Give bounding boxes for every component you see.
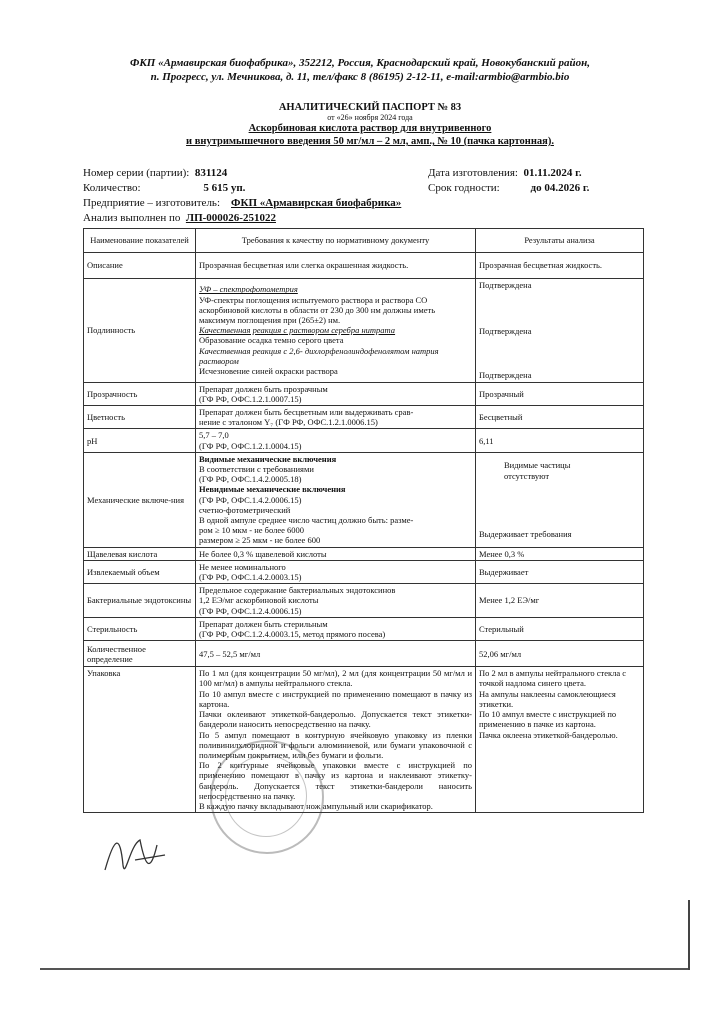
quantity-row [83, 181, 245, 195]
result-invisible: Выдерживает требования [479, 528, 572, 539]
batch-row [83, 166, 227, 180]
header-indicator: Наименование показателей [84, 229, 196, 253]
manufacturer-label: Предприятие – изготовитель: [83, 197, 221, 209]
expiry-value: до 04.2026 г. [530, 182, 590, 194]
indicator-name: Механические включе-ния [84, 452, 196, 547]
packaging-paragraph: По 10 ампул вместе с инструкцией по применению помещают в пачку из картона. [199, 688, 472, 709]
indicator-name: Щавелевая кислота [84, 547, 196, 560]
header-address-line-2: п. Прогресс, ул. Мечникова, д. 11, тел/факс 8 (86195) 2-12-11, e-mail:armbio@armbio.bio [150, 71, 570, 83]
requirement-cell [196, 584, 476, 618]
invisible-inclusions-title: Невидимые механические включения [199, 484, 346, 495]
requirement-ref: (ГФ РФ, ОФС.1.2.4.0006.15) [199, 605, 302, 616]
result-cell [476, 667, 644, 813]
result-cell: Прозрачная бесцветная жидкость. [476, 253, 644, 279]
result-cell: Стерильный [476, 617, 644, 640]
packaging-paragraph: В каждую пачку вкладывают нож ампульный или скарификатор. [199, 800, 433, 811]
requirement-cell [196, 382, 476, 405]
manufacturer-row [83, 196, 401, 210]
requirement-ref: (ГФ РФ, ОФС.1.2.4.0003.15, метод прямого посева) [199, 629, 386, 640]
manufacturer-value: ФКП «Армавирская биофабрика» [231, 197, 402, 209]
indicator-name: Количественное определение [84, 641, 196, 667]
packaging-result: По 2 мл в ампулы нейтрального стекла с точкой надлома синего цвета. [479, 668, 627, 689]
requirement-ref: (ГФ РФ, ОФС.1.4.2.0003.15) [199, 572, 302, 583]
requirement-cell [196, 279, 476, 383]
requirement-cell [196, 406, 476, 429]
table-row [84, 382, 644, 405]
product-name-line-2: и внутримышечного введения 50 мг/мл – 2 мл, амп., № 10 (пачка картонная). [186, 136, 554, 147]
indicator-name: Подлинность [84, 279, 196, 383]
requirement-ref: нение с эталоном Y₇ (ГФ РФ, ОФС.1.2.1.0006.15) [199, 417, 378, 428]
requirement-line: счетно-фотометрический [199, 504, 291, 515]
indicator-name: Извлекаемый объем [84, 560, 196, 583]
requirement-ref: (ГФ РФ, ОФС.1.2.1.0007.15) [199, 393, 302, 404]
indicator-name: Стерильность [84, 617, 196, 640]
requirement-ref: (ГФ РФ, ОФС.1.4.2.0005.18) [199, 474, 302, 485]
analysis-value: ЛП-000026-251022 [185, 212, 276, 224]
indicator-name: Бактериальные эндотоксины [84, 584, 196, 618]
indicator-name: Упаковка [84, 667, 196, 813]
table-row [84, 641, 644, 667]
quantity-value: 5 615 уп. [203, 182, 246, 194]
method-dcpip-text: Исчезновение синей окраски раствора [199, 366, 338, 377]
expiry-row [428, 181, 589, 195]
page-title [90, 102, 650, 148]
table-row [84, 667, 644, 813]
result-dcpip: Подтверждена [479, 370, 532, 381]
requirement-cell [196, 617, 476, 640]
requirement-cell [196, 429, 476, 452]
requirement-cell: Прозрачная бесцветная или слегка окрашенная жидкость. [196, 253, 476, 279]
analysis-label: Анализ выполнен по [83, 212, 181, 224]
method-uv: УФ – спектрофотометрия [199, 284, 298, 295]
product-name-line-1: Аскорбиновая кислота раствор для внутривенного [248, 123, 492, 134]
requirement-line: 1,2 ЕЭ/мг аскорбиновой кислоты [199, 595, 319, 606]
table-row [84, 406, 644, 429]
requirement-line: Препарат должен быть бесцветным или выдерживать срав- [199, 407, 414, 418]
bottom-scan-line [40, 968, 690, 970]
passport-title: АНАЛИТИЧЕСКИЙ ПАСПОРТ № 83 [278, 102, 462, 113]
expiry-label: Срок годности: [428, 182, 500, 194]
requirement-cell: 47,5 – 52,5 мг/мл [196, 641, 476, 667]
result-silver: Подтверждена [479, 326, 532, 337]
result-cell: 52,06 мг/мл [476, 641, 644, 667]
signature-icon [95, 825, 185, 885]
table-row [84, 560, 644, 583]
requirement-ref: (ГФ РФ, ОФС.1.2.1.0004.15) [199, 440, 302, 451]
mfg-date-value: 01.11.2024 г. [523, 167, 582, 179]
table-row [84, 452, 644, 547]
table-header-row [84, 229, 644, 253]
table-row [84, 584, 644, 618]
result-cell: Менее 1,2 ЕЭ/мг [476, 584, 644, 618]
packaging-result: Пачка оклеена этикеткой-бандеролью. [479, 729, 618, 740]
requirement-cell [196, 560, 476, 583]
method-silver-text: Образование осадка темно серого цвета [199, 335, 344, 346]
passport-date: от «26» ноября 2024 года [327, 113, 413, 122]
requirement-line: Препарат должен быть стерильным [199, 618, 328, 629]
quantity-label: Количество: [83, 182, 141, 194]
result-cell: Менее 0,3 % [476, 547, 644, 560]
requirement-ref: (ГФ РФ, ОФС.1.4.2.0006.15) [199, 494, 302, 505]
requirement-line: Не менее номинального [199, 561, 286, 572]
indicator-name: Цветность [84, 406, 196, 429]
analysis-row [83, 211, 276, 225]
result-visible: Видимые частицы отсутствуют [504, 460, 571, 481]
requirement-line: размером ≥ 25 мкм - не более 600 [199, 535, 321, 546]
table-row [84, 429, 644, 452]
packaging-paragraph: Пачки оклеивают этикеткой-бандеролью. Допускается текст этикетки-бандероли наносить непосредственно на пачку. [199, 709, 472, 730]
header-results: Результаты анализа [476, 229, 644, 253]
result-cell [476, 279, 644, 383]
packaging-result: На ампулы наклеены самоклеющиеся этикетки. [479, 688, 616, 709]
result-cell: Бесцветный [476, 406, 644, 429]
result-cell: 6,11 [476, 429, 644, 452]
mfg-date-label: Дата изготовления: [428, 167, 518, 179]
packaging-paragraph: По 5 ампул помещают в контурную ячейковую упаковку из пленки поливинилхлоридной и фольги алюминиевой, или бумаги упаковочной с полимерным покрытием, или без бумаги и фольги. [199, 729, 472, 760]
table-row [84, 617, 644, 640]
packaging-paragraph: По 2 контурные ячейковые упаковки вместе с инструкцией по применению помещают в пачку из картона и наклеивают этикетку- бандероль. Допускается текст этикетки-бандероли наносить непосредственно на пачку. [199, 760, 472, 801]
indicator-name: pH [84, 429, 196, 452]
requirement-line: Препарат должен быть прозрачным [199, 383, 328, 394]
right-scan-line [688, 900, 690, 970]
batch-value: 831124 [194, 167, 228, 179]
indicator-name: Описание [84, 253, 196, 279]
result-cell: Выдерживает [476, 560, 644, 583]
requirement-line: В соответствии с требованиями [199, 464, 314, 475]
requirement-line: ром ≥ 10 мкм - не более 6000 [199, 525, 305, 536]
method-uv-text: УФ-спектры поглощения испытуемого раствора и раствора СО аскорбиновой кислоты в области от 230 до 300 нм должны иметь максимум поглощения при (265±2) нм. [199, 294, 436, 325]
visible-inclusions-title: Видимые механические включения [199, 453, 337, 464]
indicator-name: Прозрачность [84, 382, 196, 405]
table-row [84, 279, 644, 383]
result-cell [476, 452, 644, 547]
mfg-date-row [428, 166, 582, 180]
method-silver: Качественная реакция с раствором серебра нитрата [199, 325, 396, 336]
table-row [84, 547, 644, 560]
batch-label: Номер серии (партии): [83, 167, 190, 179]
header-address-line-1: ФКП «Армавирская биофабрика», 352212, Россия, Краснодарский край, Новокубанский район, [129, 57, 591, 69]
requirement-line: Предельное содержание бактериальных эндотоксинов [199, 585, 396, 596]
requirement-cell: Не более 0,3 % щавелевой кислоты [196, 547, 476, 560]
result-uv: Подтверждена [479, 280, 532, 290]
round-stamp-inner [225, 755, 307, 837]
requirement-line: 5,7 – 7,0 [199, 430, 229, 441]
requirement-cell [196, 452, 476, 547]
header-requirements: Требования к качеству по нормативному документу [196, 229, 476, 253]
table-row [84, 253, 644, 279]
packaging-result: По 10 ампул вместе с инструкцией по применению в пачке из картона. [479, 709, 617, 730]
requirement-line: В одной ампуле среднее число частиц должно быть: разме- [199, 515, 414, 526]
result-cell: Прозрачный [476, 382, 644, 405]
packaging-paragraph: По 1 мл (для концентрации 50 мг/мл), 2 мл (для концентрации 50 мг/мл и 100 мг/мл) в ампулы нейтрального стекла. [199, 668, 472, 689]
method-dcpip: Качественная реакция с 2,6- дихлорфенолиндофенолятом натрия раствором [199, 345, 439, 366]
analysis-table [83, 228, 644, 813]
